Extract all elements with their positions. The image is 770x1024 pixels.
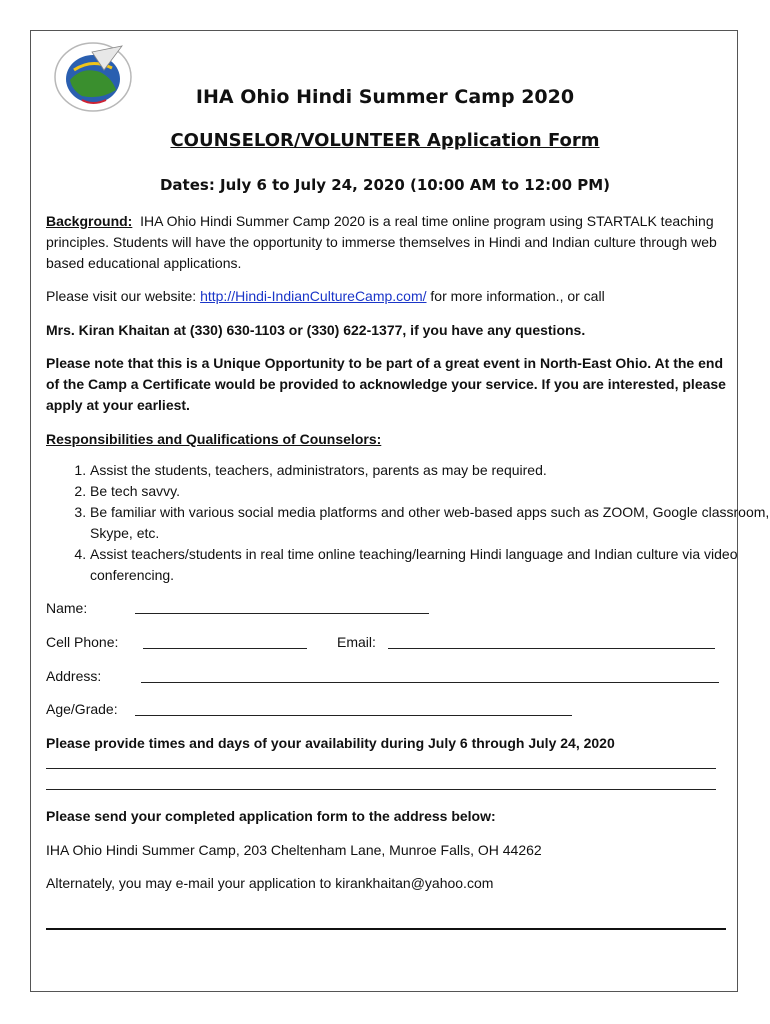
- camp-dates: Dates: July 6 to July 24, 2020 (10:00 AM to 12:00 PM): [159, 176, 610, 194]
- name-field[interactable]: [135, 613, 429, 614]
- email-label: Email:: [337, 634, 376, 650]
- send-heading: Please send your completed application form to the address below:: [46, 808, 496, 824]
- mailing-address: IHA Ohio Hindi Summer Camp, 203 Cheltenham Lane, Munroe Falls, OH 44262: [46, 842, 542, 858]
- availability-field-line-1[interactable]: [46, 768, 716, 769]
- bottom-divider: [46, 928, 726, 930]
- age-grade-field[interactable]: [135, 715, 572, 716]
- note-paragraph: Please note that this is a Unique Opportunity to be part of a great event in North-East Ohio. At the end of the Camp a Certificate would be provided to acknowledge your service. If you are interested, please apply at your earliest.: [46, 355, 726, 413]
- responsibilities-heading: Responsibilities and Qualifications of Counselors:: [46, 431, 382, 447]
- list-item: 3. Be familiar with various social media platforms and other web-based apps such as ZOOM, Google classroom, Skype, etc.: [90, 502, 770, 544]
- email-instructions: Alternately, you may e-mail your application to kirankhaitan@yahoo.com: [46, 875, 494, 891]
- address-label: Address:: [46, 668, 102, 684]
- availability-prompt: Please provide times and days of your availability during July 6 through July 24, 2020: [46, 735, 615, 751]
- responsibilities-list: [46, 460, 770, 586]
- list-item: 1. Assist the students, teachers, administrators, parents as may be required.: [90, 460, 770, 481]
- email-field[interactable]: [388, 648, 715, 649]
- visit-suffix: for more information., or call: [426, 288, 605, 304]
- availability-field-line-2[interactable]: [46, 789, 716, 790]
- visit-paragraph: [46, 286, 726, 307]
- name-label: Name:: [46, 600, 88, 616]
- contact-line: Mrs. Kiran Khaitan at (330) 630-1103 or (330) 622-1377, if you have any questions.: [46, 322, 586, 338]
- website-link[interactable]: http://Hindi-IndianCultureCamp.com/: [200, 288, 427, 304]
- background-label: Background:: [46, 213, 133, 229]
- visit-prefix: Please visit our website:: [46, 288, 201, 304]
- camp-title: IHA Ohio Hindi Summer Camp 2020: [195, 86, 575, 108]
- list-item: 4. Assist teachers/students in real time online teaching/learning Hindi language and Indian culture via video conferencing.: [90, 544, 770, 586]
- background-text: IHA Ohio Hindi Summer Camp 2020 is a real time online program using STARTALK teaching principles. Students will have the opportunity to immerse themselves in Hindi and Indian culture through web based educational applications.: [46, 213, 717, 271]
- address-field[interactable]: [141, 682, 719, 683]
- background-paragraph: [46, 211, 726, 274]
- cell-phone-field[interactable]: [143, 648, 307, 649]
- age-grade-label: Age/Grade:: [46, 701, 118, 717]
- form-title: COUNSELOR/VOLUNTEER Application Form: [170, 130, 600, 151]
- cell-phone-label: Cell Phone:: [46, 634, 119, 650]
- list-item: 2. Be tech savvy.: [90, 481, 770, 502]
